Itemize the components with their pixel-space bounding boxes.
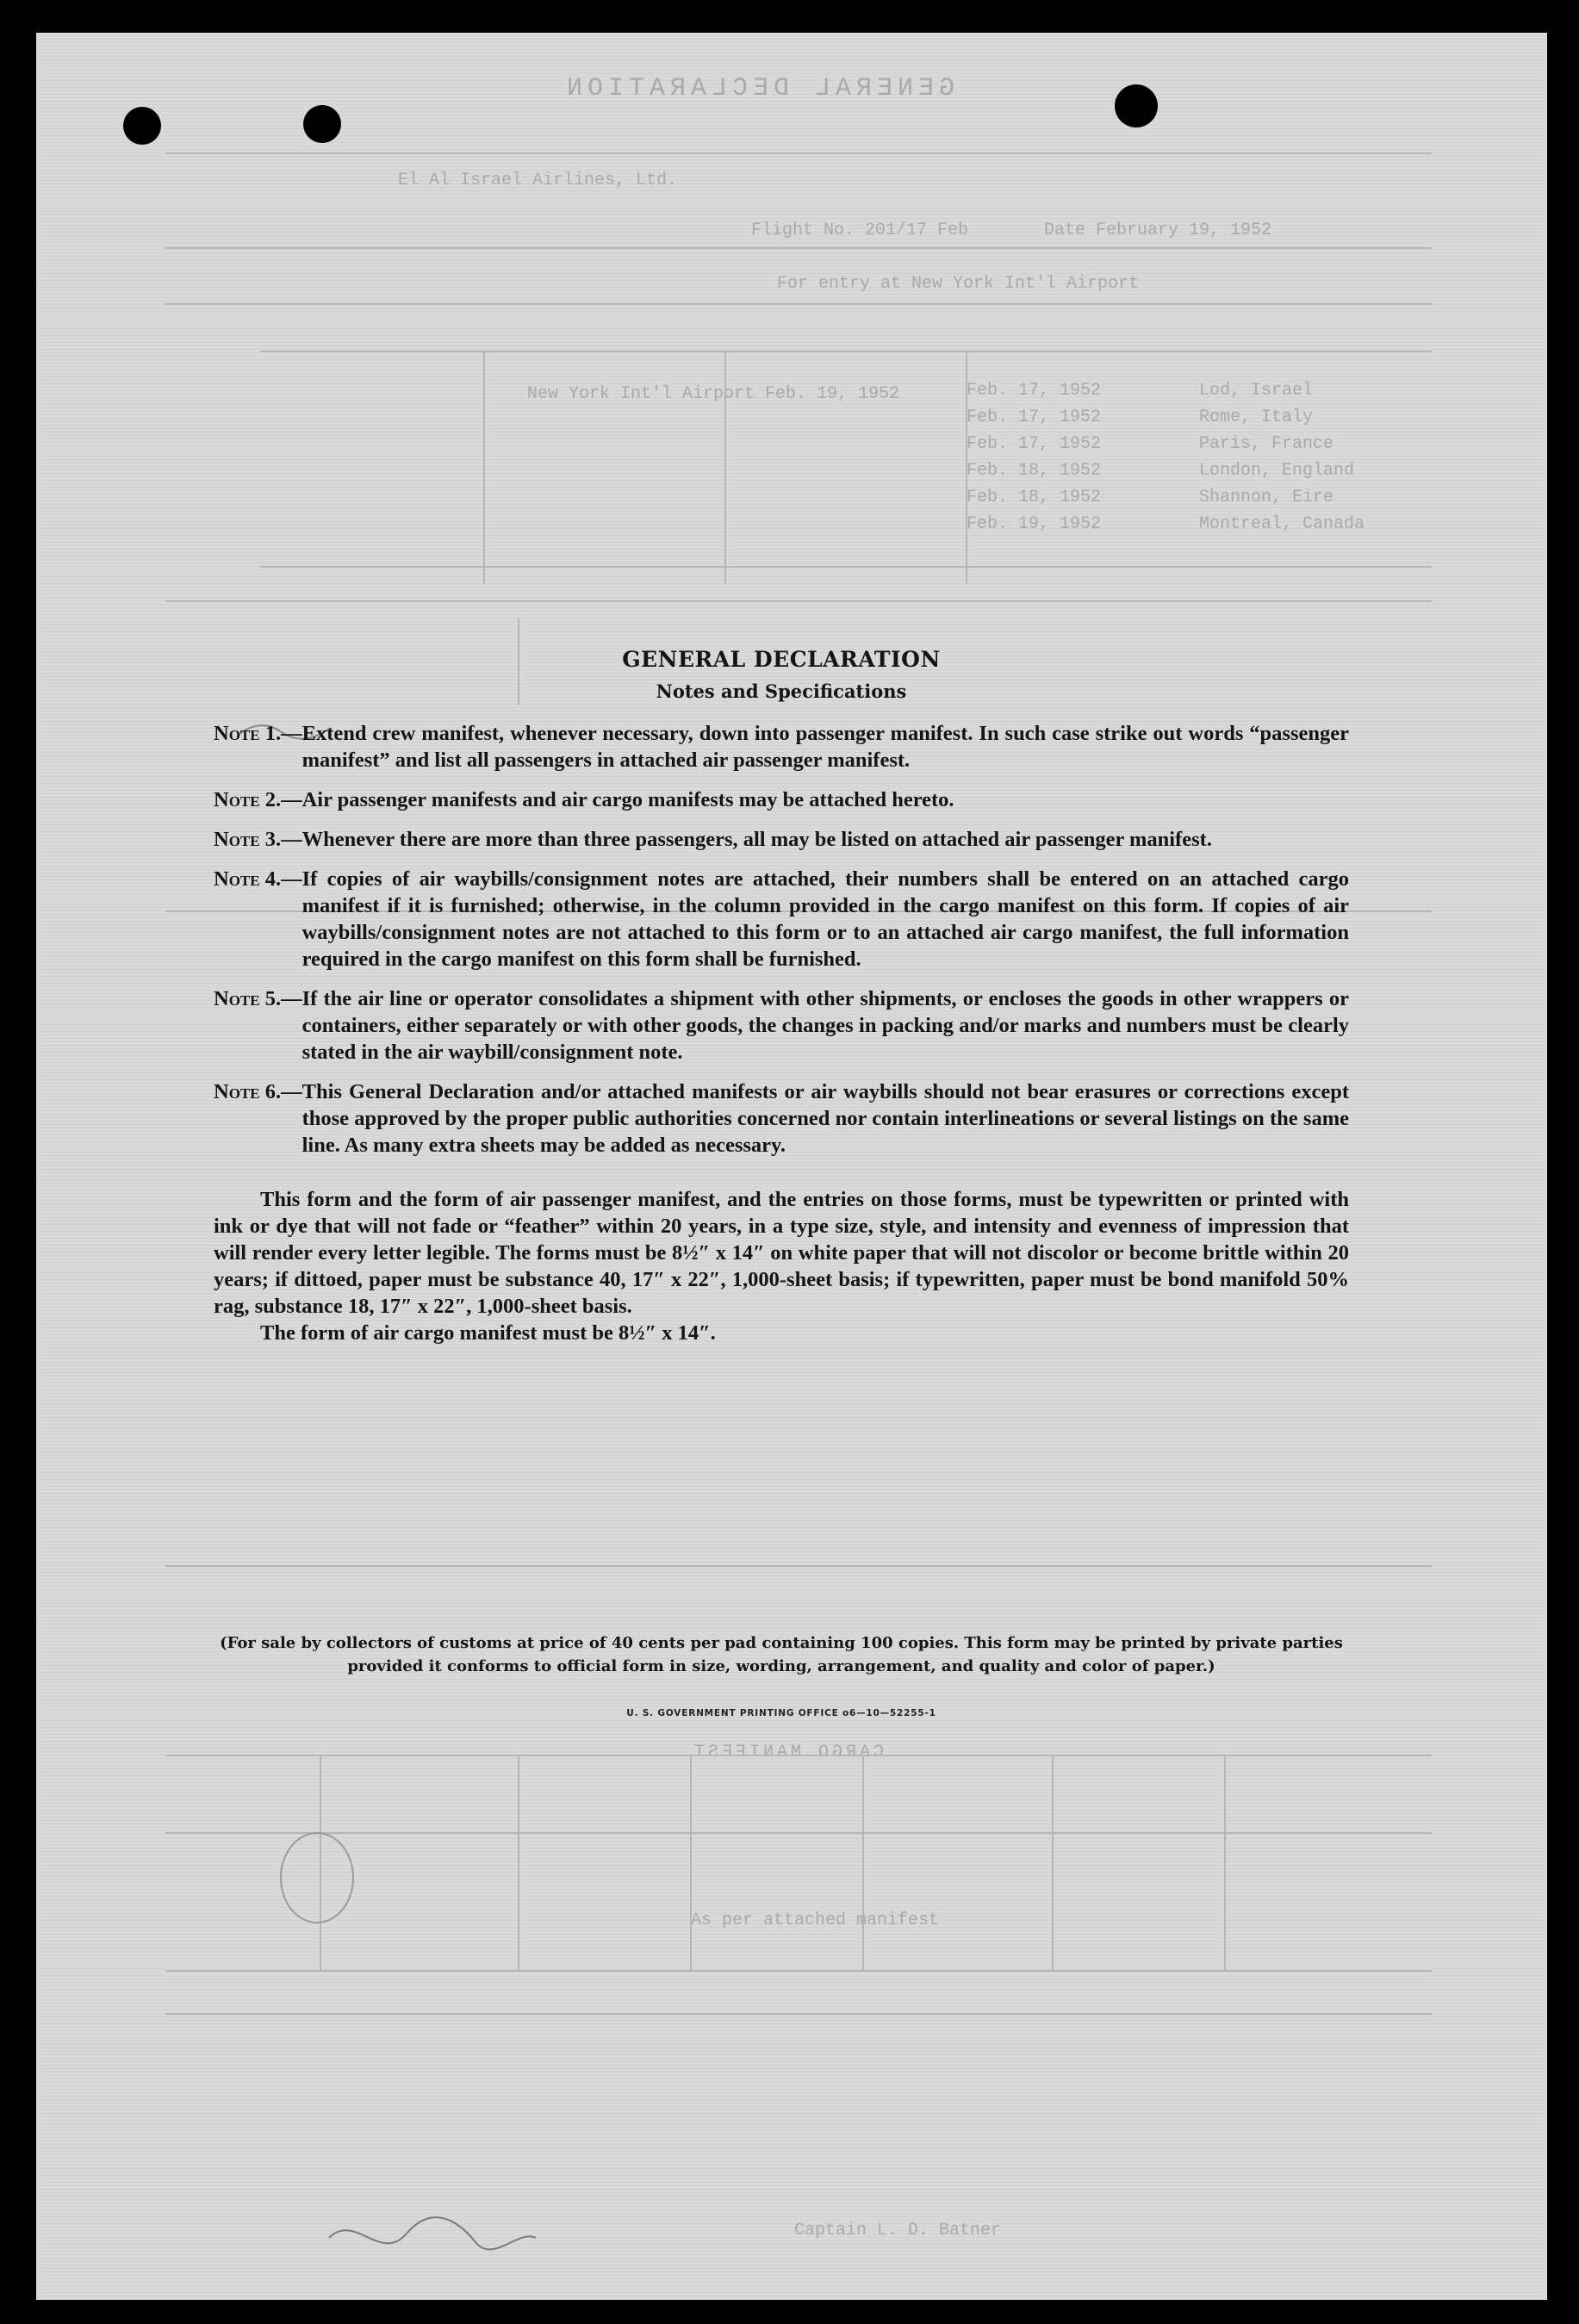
bleed-departure-row: New York Int'l Airport Feb. 19, 1952 <box>527 384 900 404</box>
document-page <box>36 33 1547 2300</box>
printing-office-imprint: U. S. GOVERNMENT PRINTING OFFICE o6—10—52255-1 <box>626 1708 936 1718</box>
page-heading: GENERAL DECLARATION <box>622 647 941 672</box>
bleed-flight: Flight No. 201/17 Feb <box>751 221 969 240</box>
note-item: Note 6. — This General Declaration and/or attached manifests or air waybills should not bear erasures or corrections except those approved by the proper public authorities concerned nor contain interlineations or several listings on the same line. As many extra sheets may be added as necessary. <box>214 1080 1349 1157</box>
note-text: Air passenger manifests and air cargo manifests may be attached hereto. <box>302 788 954 811</box>
paper-specifications-paragraph: This form and the form of air passenger manifest, and the entries on those forms, must be typewritten or printed with ink or dye that will not fade or “feather” within 20 years, in a type size, style, and intensity and evenness of impression that will render every letter legible. The forms must be 8½″ x 14″ on white paper that will not discolor or become brittle within 20 years; if dittoed, paper must be substance 40, 17″ x 22″, 1,000-sheet basis; if typewritten, paper must be bond manifold 50% rag, substance 18, 17″ x 22″, 1,000-sheet basis. <box>214 1188 1349 1318</box>
note-text: If copies of air waybills/consignment notes are attached, their numbers shall be entered on an attached cargo manifest if it is furnished; otherwise, in the column provided in the cargo manifest on this form. If copies of air waybills/consignment notes are not attached to this form or to an attached air cargo manifest, the full information required in the cargo manifest on this form shall be furnished. <box>302 867 1349 971</box>
signature-mark <box>320 2203 544 2272</box>
note-item: Note 2. — Air passenger manifests and air cargo manifests may be attached hereto. <box>214 786 1349 813</box>
bleed-date-item: Feb. 17, 1952 <box>967 434 1102 454</box>
notes-section <box>214 646 1349 1346</box>
bleed-date-item: Feb. 18, 1952 <box>967 461 1102 481</box>
note-label: Note 2. <box>214 788 282 811</box>
cargo-manifest-size-note: The form of air cargo manifest must be 8½″ x 14″. <box>260 1321 716 1345</box>
note-label: Note 1. <box>214 722 282 745</box>
bleed-origin: Montreal, Canada <box>1199 514 1365 534</box>
note-item: Note 3. — Whenever there are more than three passengers, all may be listed on attached air passenger manifest. <box>214 826 1349 853</box>
bleed-captain: Captain L. D. Batner <box>794 2221 1002 2240</box>
bleed-cargo-note: As per attached manifest <box>691 1911 940 1930</box>
bleed-date: Date February 19, 1952 <box>1044 221 1272 240</box>
note-item: Note 5. — If the air line or operator consolidates a shipment with other shipments, or encloses the goods in other wrappers or containers, either separately or with other goods, the changes in packing and/or marks and numbers must be clearly stated in the air waybill/consignment note. <box>214 987 1349 1064</box>
bleed-title: GENERAL DECLARATION <box>562 74 955 103</box>
note-text: If the air line or operator consolidates a shipment with other shipments, or encloses the goods in other wrappers or containers, either separately or with other goods, the changes in packing and/or marks and numbers must be clearly stated in the air waybill/consignment note. <box>302 987 1349 1064</box>
bleed-date-item: Feb. 17, 1952 <box>967 381 1102 401</box>
bleed-date-item: Feb. 18, 1952 <box>967 488 1102 507</box>
note-label: Note 3. <box>214 828 282 851</box>
note-label: Note 5. <box>214 987 282 1010</box>
bleed-origin: Paris, France <box>1199 434 1334 454</box>
note-label: Note 6. <box>214 1080 282 1103</box>
bleed-date-item: Feb. 17, 1952 <box>967 407 1102 427</box>
bleed-airline: El Al Israel Airlines, Ltd. <box>398 171 678 190</box>
note-item: Note 1. — Extend crew manifest, whenever necessary, down into passenger manifest. In such case strike out words “passenger manifest” and list all passengers in attached air passenger manifest. <box>214 722 1349 772</box>
page-subheading: Notes and Specifications <box>656 680 907 702</box>
note-label: Note 4. <box>214 867 282 891</box>
bleed-origin: Lod, Israel <box>1199 381 1314 401</box>
bleed-origin: Rome, Italy <box>1199 407 1314 427</box>
note-text: This General Declaration and/or attached manifests or air waybills should not bear erasures or corrections except those approved by the proper public authorities concerned nor contain interlineations or several listings on the same line. As many extra sheets may be added as necessary. <box>302 1080 1349 1157</box>
bleed-date-item: Feb. 19, 1952 <box>967 514 1102 534</box>
bleed-destination: For entry at New York Int'l Airport <box>777 274 1140 294</box>
sale-note: (For sale by collectors of customs at price of 40 cents per pad containing 100 copies. This form may be printed by private parties provided it conforms to official form in size, wording, arrangement, and quality and color of paper.) <box>220 1634 1343 1675</box>
note-text: Whenever there are more than three passengers, all may be listed on attached air passenger manifest. <box>302 828 1212 851</box>
bleed-origin: London, England <box>1199 461 1355 481</box>
note-item: Note 4. — If copies of air waybills/consignment notes are attached, their numbers shall be entered on an attached cargo manifest if it is furnished; otherwise, in the column provided in the cargo manifest on this form. If copies of air waybills/consignment notes are not attached to this form or to an attached air cargo manifest, the full information required in the cargo manifest on this form shall be furnished. <box>214 867 1349 971</box>
bleed-cargo-heading: CARGO MANIFEST <box>691 1743 885 1762</box>
note-text: Extend crew manifest, whenever necessary, down into passenger manifest. In such case strike out words “passenger manifest” and list all passengers in attached air passenger manifest. <box>302 722 1349 772</box>
bleed-origin: Shannon, Eire <box>1199 488 1334 507</box>
